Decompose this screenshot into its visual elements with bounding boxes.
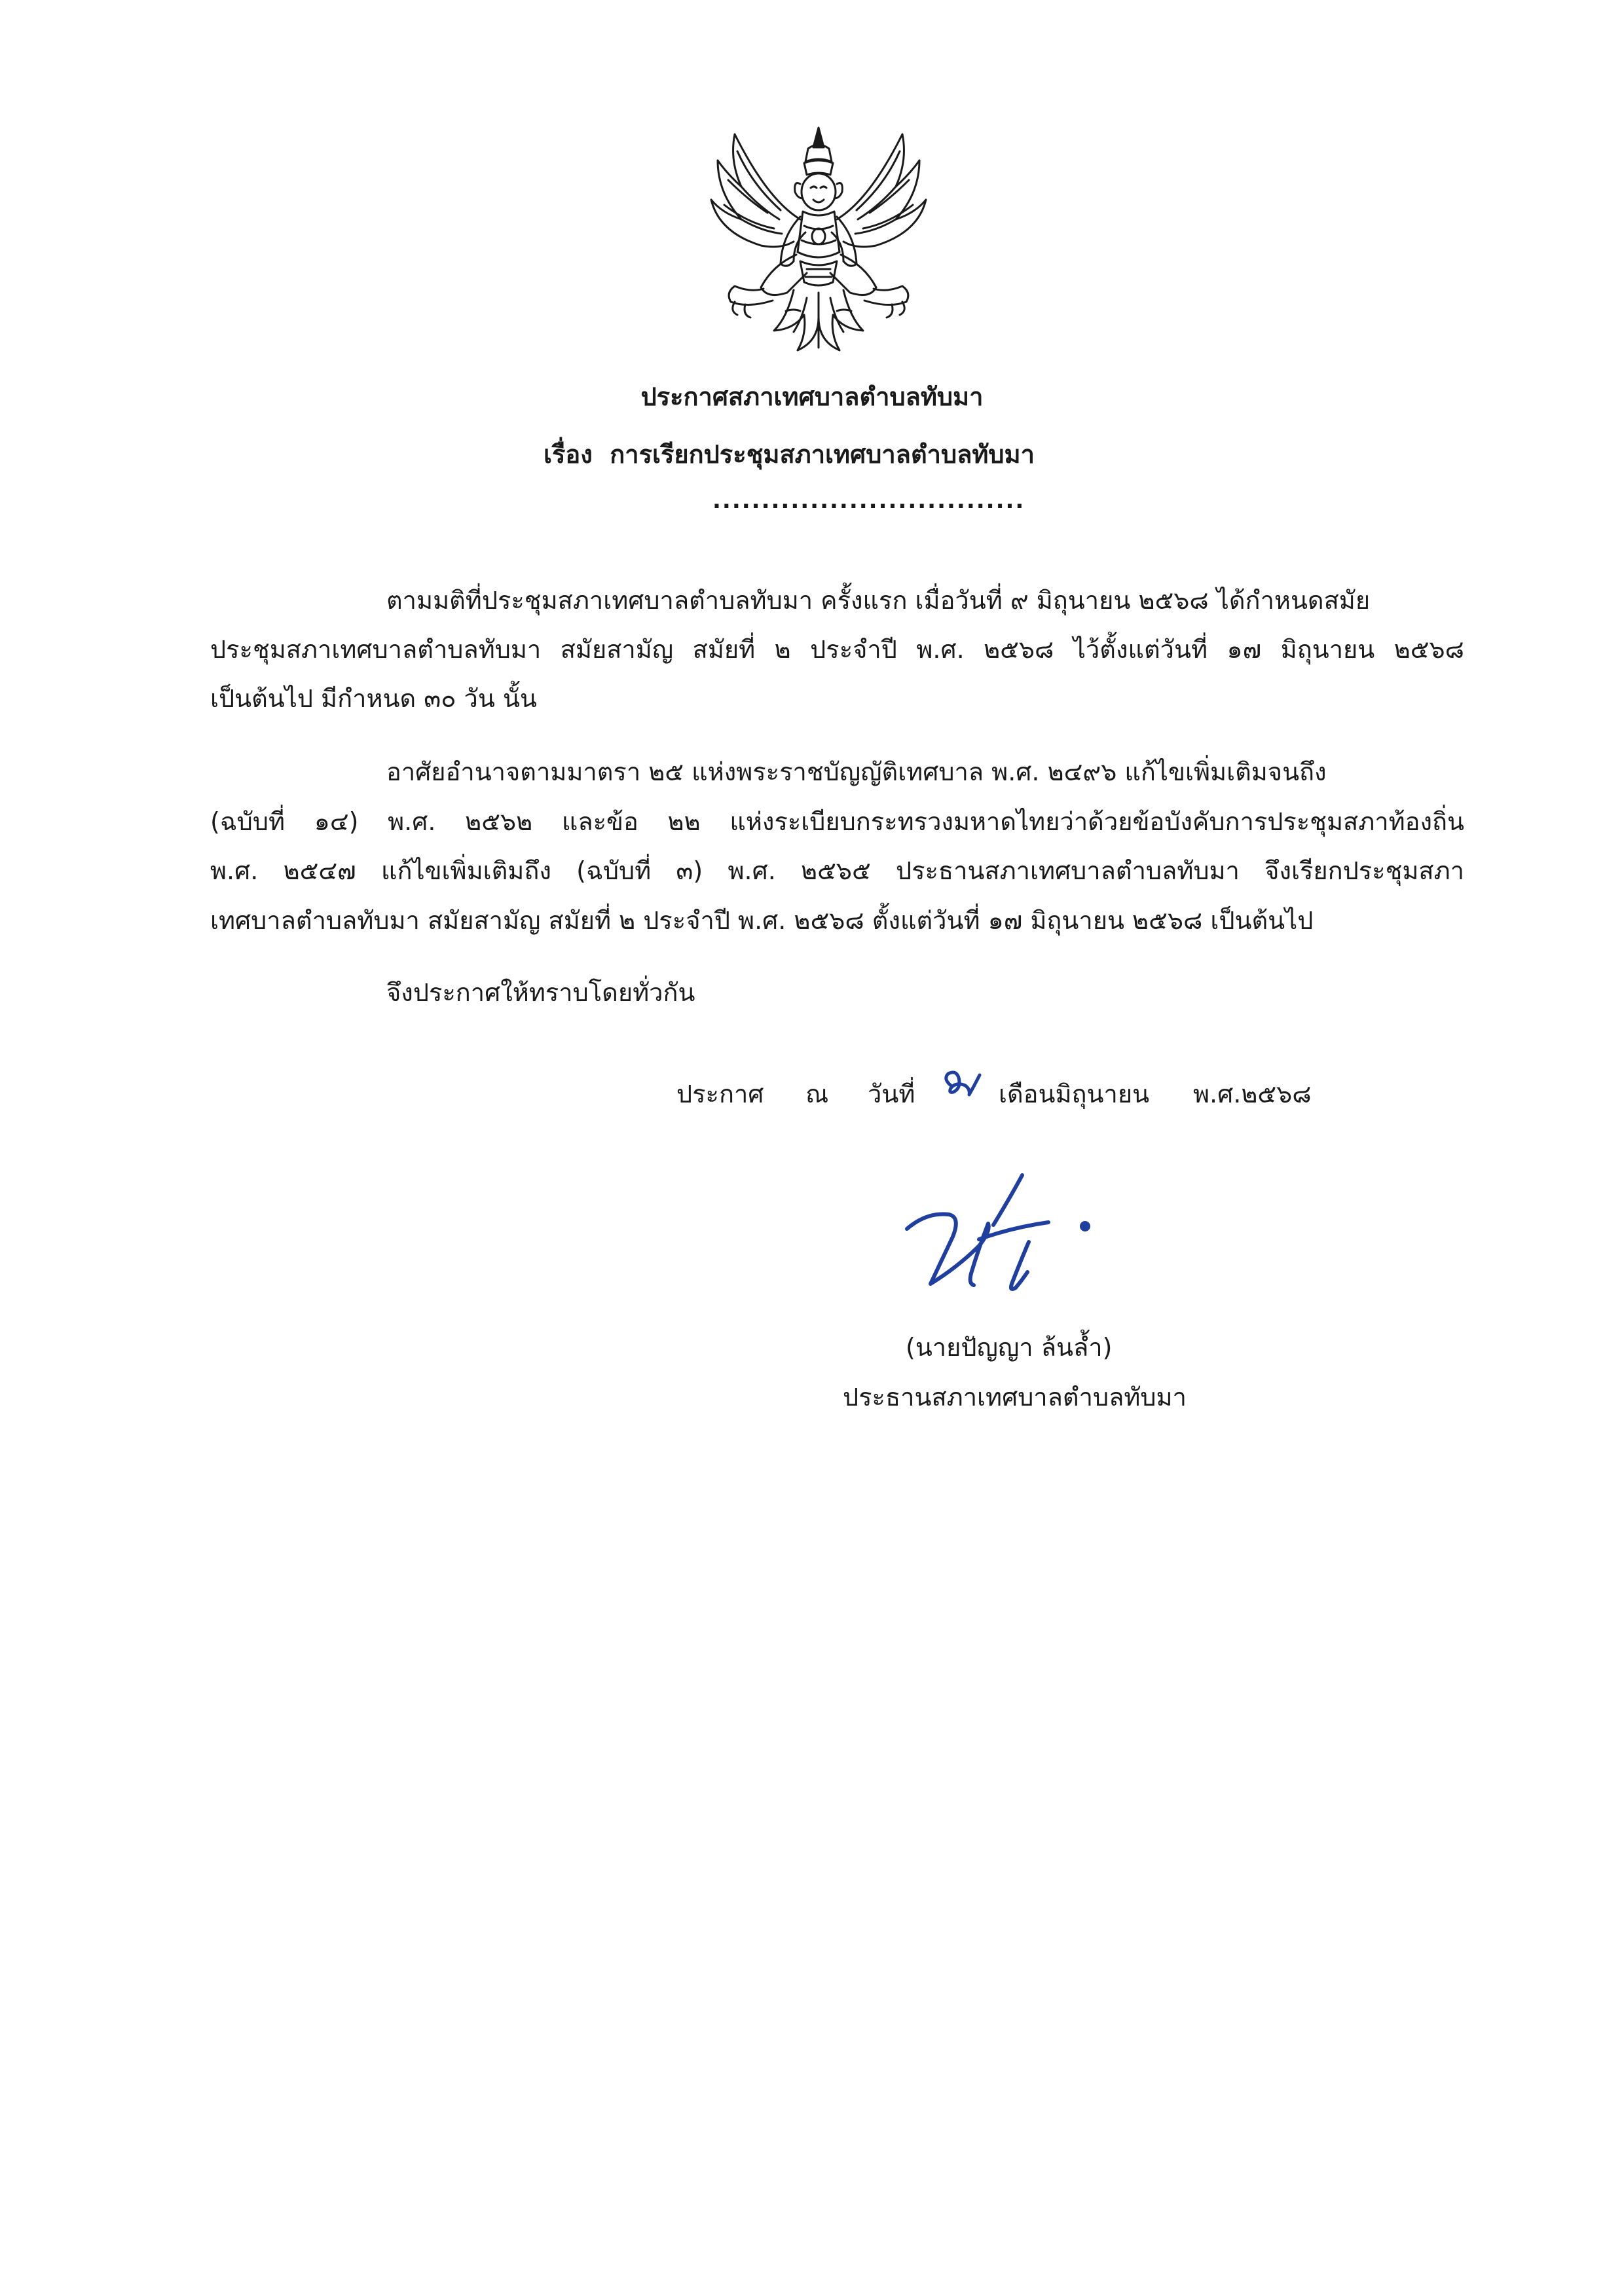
garuda-emblem-icon [695, 121, 942, 358]
signatory-position: ประธานสภาเทศบาลตำบลทับมา [843, 1383, 1187, 1412]
subject-text: การเรียกประชุมสภาเทศบาลตำบลทับมา [610, 440, 1035, 469]
paragraph1-line: เป็นต้นไป มีกำหนด ๓๐ วัน นั้น [210, 684, 537, 713]
day-label: วันที่ [868, 1080, 915, 1108]
handwritten-day [936, 1066, 989, 1105]
paragraph1-line: ประชุมสภาเทศบาลตำบลทับมา สมัยสามัญ สมัยที่ ๒ ประจำปี พ.ศ. ๒๕๖๘ ไว้ตั้งแต่วันที่ ๑๗ มิถุนายน ๒๕๖๘ [210, 635, 1464, 664]
announced-label: ประกาศ [676, 1080, 764, 1108]
paragraph1-line: ตามมติที่ประชุมสภาเทศบาลตำบลทับมา ครั้งแรก เมื่อวันที่ ๙ มิถุนายน ๒๕๖๘ ได้กำหนดสมัย [386, 586, 1371, 615]
subject-label: เรื่อง [544, 440, 593, 469]
paragraph2-line: (ฉบับที่ ๑๔) พ.ศ. ๒๕๖๒ และข้อ ๒๒ แห่งระเบียบกระทรวงมหาดไทยว่าด้วยข้อบังคับการประชุมสภาท้องถิ่น [210, 807, 1464, 836]
closing-text: จึงประกาศให้ทราบโดยทั่วกัน [386, 978, 695, 1007]
paragraph2-line: อาศัยอำนาจตามมาตรา ๒๕ แห่งพระราชบัญญัติเทศบาล พ.ศ. ๒๔๙๖ แก้ไขเพิ่มเติมจนถึง [386, 757, 1327, 786]
divider-dots: ................................ [712, 488, 1025, 514]
paragraph2-line: เทศบาลตำบลทับมา สมัยสามัญ สมัยที่ ๒ ประจำปี พ.ศ. ๒๕๖๘ ตั้งแต่วันที่ ๑๗ มิถุนายน ๒๕๖๘ เป็นต้นไป [210, 906, 1314, 935]
paragraph2-line: พ.ศ. ๒๕๔๗ แก้ไขเพิ่มเติมถึง (ฉบับที่ ๓) พ.ศ. ๒๕๖๕ ประธานสภาเทศบาลตำบลทับมา จึงเรียกประชุมสภา [210, 856, 1464, 885]
handwritten-signature [900, 1169, 1110, 1309]
at-label: ณ [805, 1080, 829, 1108]
year-text: พ.ศ.๒๕๖๘ [1193, 1080, 1312, 1108]
announcement-title: ประกาศสภาเทศบาลตำบลทับมา [640, 382, 984, 411]
signatory-name: (นายปัญญา ล้นล้ำ) [906, 1333, 1113, 1362]
subject-line [544, 434, 1035, 474]
month-text: เดือนมิถุนายน [999, 1080, 1150, 1108]
